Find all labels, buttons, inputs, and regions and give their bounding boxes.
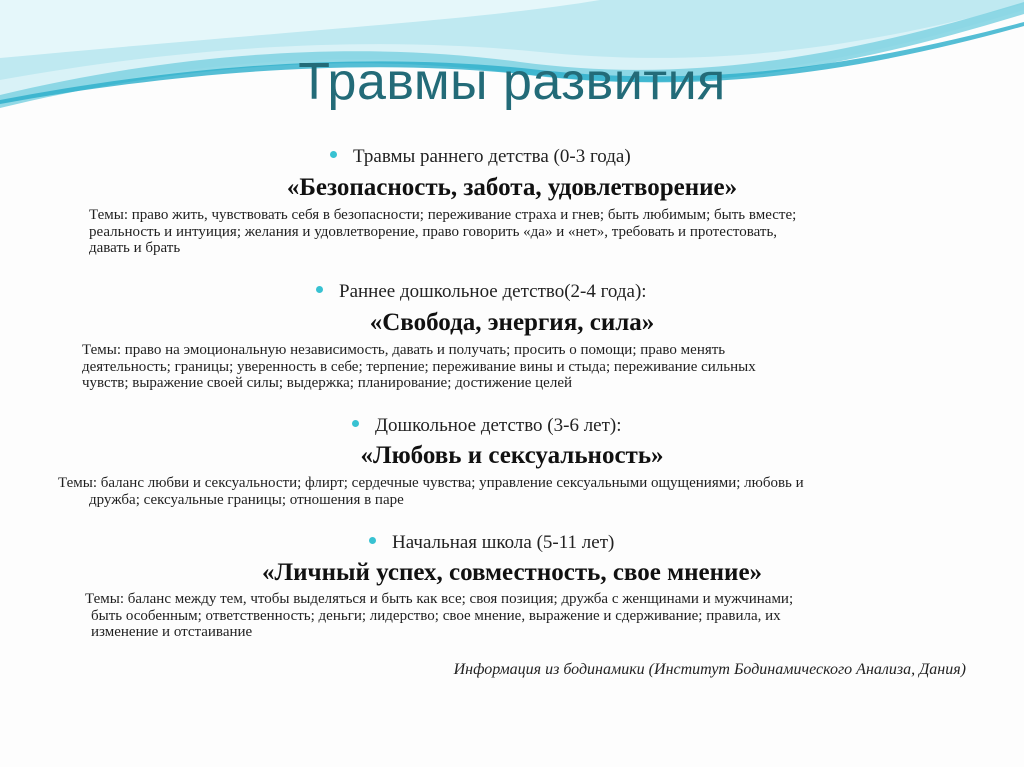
section-heading: Начальная школа (5-11 лет) (369, 532, 614, 554)
section-heading: Раннее дошкольное детство(2-4 года): (316, 281, 647, 303)
section-slogan: «Любовь и сексуальность» (360, 442, 664, 469)
section-heading: Дошкольное детство (3-6 лет): (352, 415, 622, 437)
section-slogan: «Свобода, энергия, сила» (369, 309, 655, 336)
section-slogan: «Личный успех, совместность, свое мнение» (261, 559, 763, 586)
section-heading: Травмы раннего детства (0-3 года) (330, 146, 631, 168)
bullet-icon (369, 537, 376, 544)
page-title: Травмы развития (298, 53, 726, 111)
section-topics: Темы: баланс между тем, чтобы выделяться и быть как все; своя позиция; дружба с женщинами и мужчинами; быть особенным; ответственность; деньги; лидерство; свое мнение, выражение и сдерживание; правила, их изменение и отстаивание (85, 591, 794, 640)
bullet-icon (330, 151, 337, 158)
bullet-icon (352, 420, 359, 427)
section-slogan: «Безопасность, забота, удовлетворение» (286, 174, 738, 201)
bullet-icon (316, 286, 323, 293)
source-note: Информация из бодинамики (Институт Бодинамического Анализа, Дания) (453, 661, 966, 678)
section-topics: Темы: право на эмоциональную независимость, давать и получать; просить о помощи; право менять деятельность; границы; уверенность в себе; терпение; переживание вины и стыда; переживание сильных чувств; выражение своей силы; выдержка; планирование; достижение целей (82, 342, 756, 391)
section-topics: Темы: баланс любви и сексуальности; флирт; сердечные чувства; управление сексуальными ощущениями; любовь и дружба; сексуальные границы; отношения в паре (58, 475, 804, 508)
section-topics: Темы: право жить, чувствовать себя в безопасности; переживание страха и гнев; быть любимым; быть вместе; реальность и интуиция; желания и удовлетворение, право говорить «да» и «нет», требовать и протестовать, давать и брать (89, 207, 797, 256)
